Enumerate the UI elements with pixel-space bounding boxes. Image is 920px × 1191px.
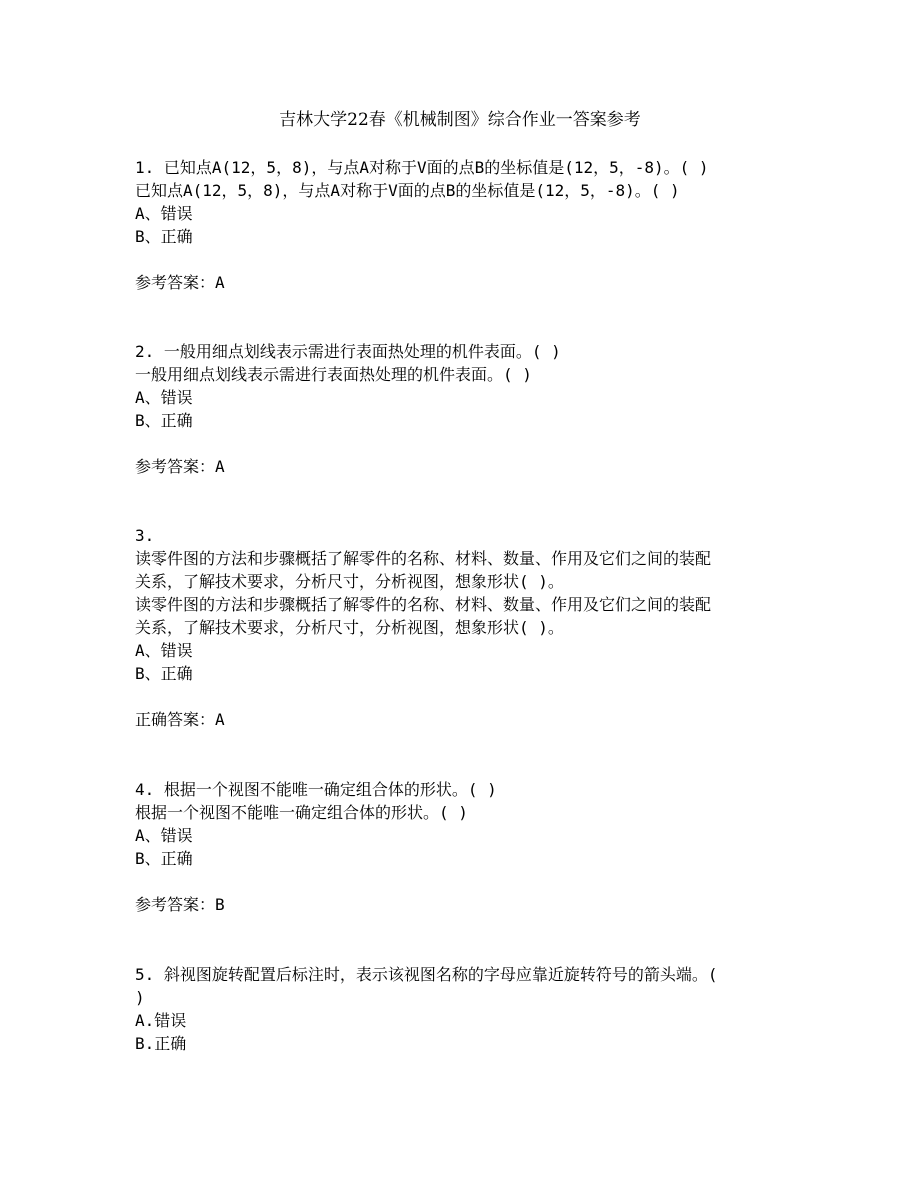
option-a: A.错误 xyxy=(135,1011,187,1030)
question-stem-line-1: 5. 斜视图旋转配置后标注时，表示该视图名称的字母应靠近旋转符号的箭头端。( xyxy=(135,965,718,984)
question-stem: 2. 一般用细点划线表示需进行表面热处理的机件表面。( ) xyxy=(135,342,561,361)
question-repeat-line-2: 关系，了解技术要求，分析尺寸，分析视图，想象形状( )。 xyxy=(135,618,564,637)
question-stem-line-2: ) xyxy=(135,988,145,1007)
answer-text: 参考答案：A xyxy=(135,457,225,476)
option-a: A、错误 xyxy=(135,641,193,660)
option-b: B、正确 xyxy=(135,227,193,246)
question-1 xyxy=(135,156,795,294)
question-repeat: 已知点A(12，5，8)，与点A对称于V面的点B的坐标值是(12，5，-8)。( ) xyxy=(135,181,680,200)
question-repeat-line-1: 读零件图的方法和步骤概括了解零件的名称、材料、数量、作用及它们之间的装配 xyxy=(135,595,712,614)
question-stem-line-2: 关系，了解技术要求，分析尺寸，分析视图，想象形状( )。 xyxy=(135,572,564,591)
option-b: B、正确 xyxy=(135,849,193,868)
option-b: B、正确 xyxy=(135,411,193,430)
question-stem: 1. 已知点A(12，5，8)，与点A对称于V面的点B的坐标值是(12，5，-8)。( ) xyxy=(135,158,709,177)
option-b: B.正确 xyxy=(135,1034,187,1053)
question-number: 3. xyxy=(135,526,155,545)
option-a: A、错误 xyxy=(135,826,193,845)
option-a: A、错误 xyxy=(135,204,193,223)
question-repeat: 根据一个视图不能唯一确定组合体的形状。( ) xyxy=(135,803,468,822)
option-b: B、正确 xyxy=(135,664,193,683)
answer-text: 参考答案：B xyxy=(135,895,225,914)
answer-text: 参考答案：A xyxy=(135,273,225,292)
question-5 xyxy=(135,963,795,1055)
answer-text: 正确答案：A xyxy=(135,710,225,729)
question-3 xyxy=(135,524,795,731)
question-stem-line-1: 读零件图的方法和步骤概括了解零件的名称、材料、数量、作用及它们之间的装配 xyxy=(135,549,712,568)
question-2 xyxy=(135,340,795,478)
option-a: A、错误 xyxy=(135,388,193,407)
question-4 xyxy=(135,778,795,916)
question-repeat: 一般用细点划线表示需进行表面热处理的机件表面。( ) xyxy=(135,365,532,384)
question-stem: 4. 根据一个视图不能唯一确定组合体的形状。( ) xyxy=(135,780,497,799)
document-title: 吉林大学22春《机械制图》综合作业一答案参考 xyxy=(279,110,641,130)
